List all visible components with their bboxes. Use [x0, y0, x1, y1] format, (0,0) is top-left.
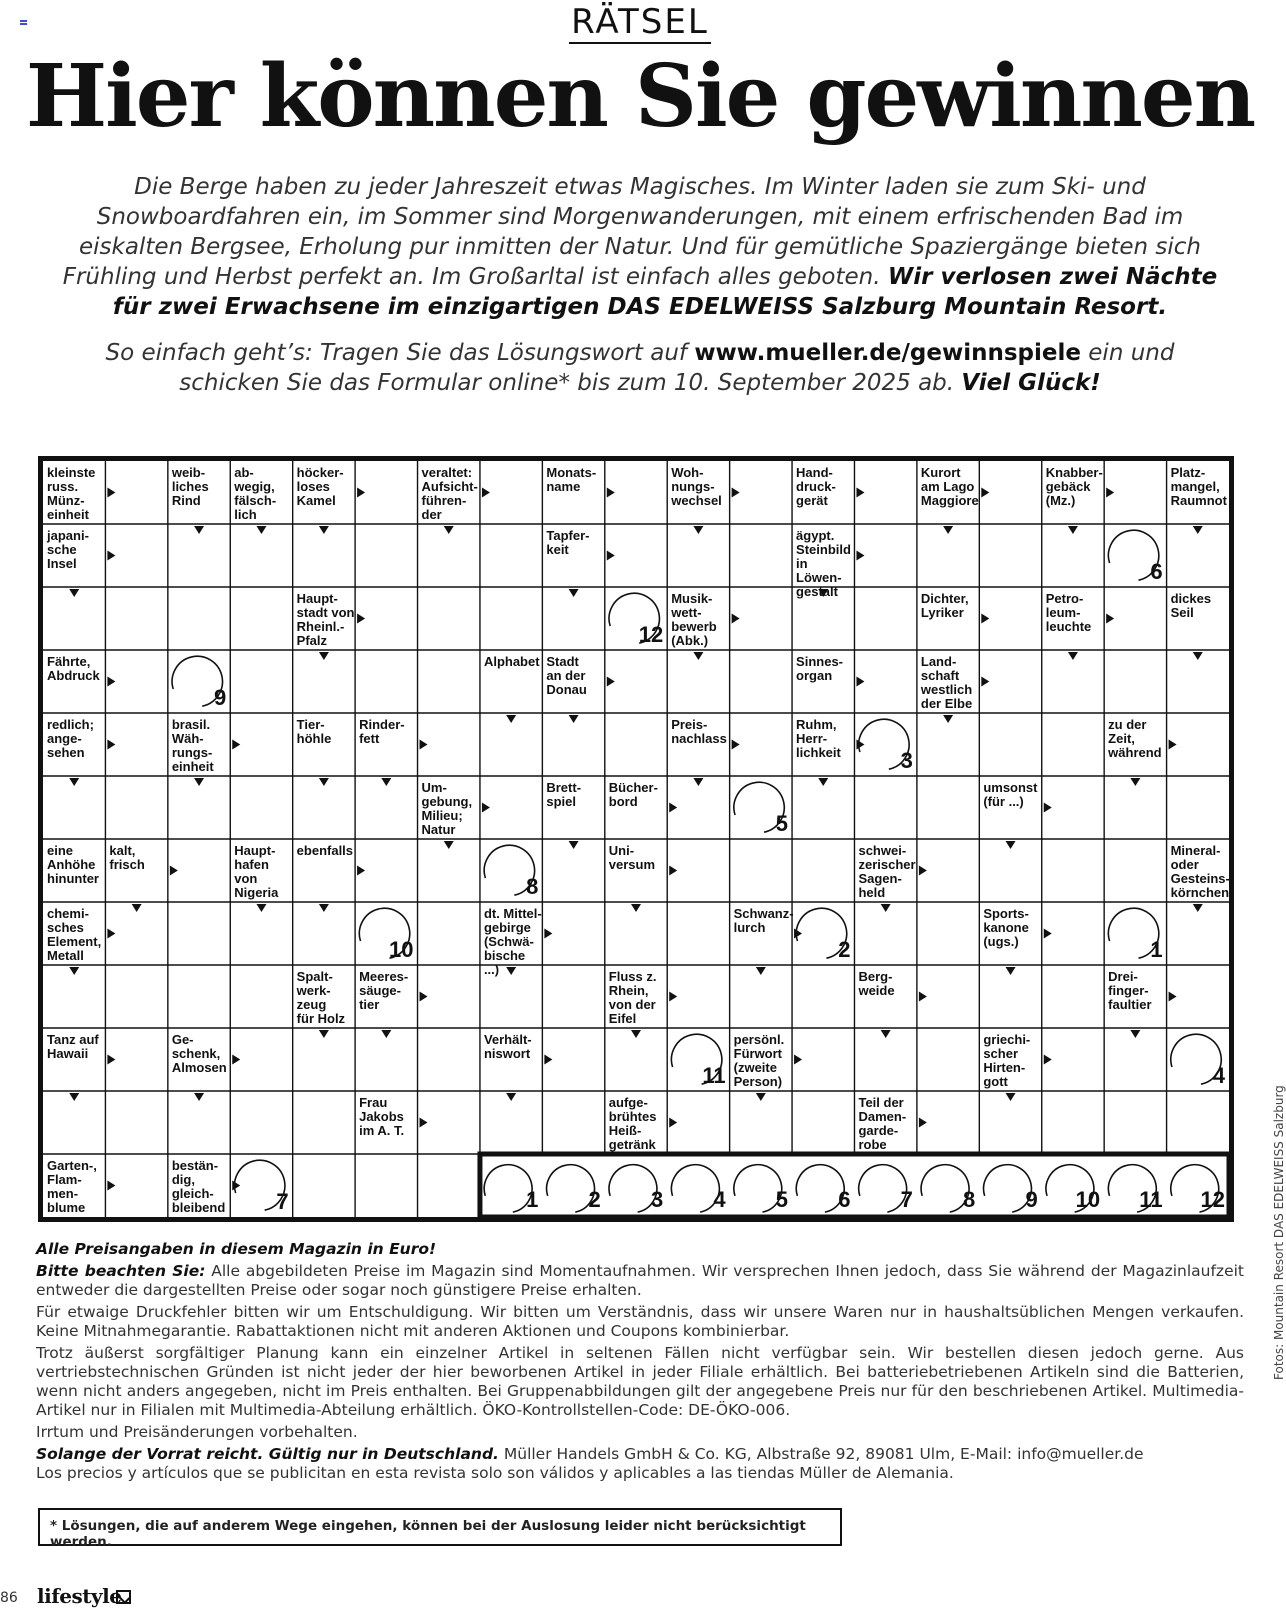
solution-number: 2: [838, 937, 851, 962]
answer-cell[interactable]: [107, 1093, 165, 1152]
answer-cell[interactable]: [794, 589, 852, 648]
clue-cell: Brett- spiel: [546, 780, 582, 809]
legal-euro-note: Alle Preisangaben in diesem Magazin in Euro!: [36, 1240, 437, 1258]
answer-cell[interactable]: [482, 1093, 540, 1152]
clue-cell: Frau Jakobs im A. T.: [359, 1095, 405, 1138]
answer-cell[interactable]: [544, 1093, 602, 1152]
clue-cell: Verhält- niswort: [483, 1032, 532, 1061]
right-arrow: [107, 1181, 115, 1191]
answer-cell[interactable]: [607, 463, 665, 522]
answer-cell[interactable]: [732, 841, 790, 900]
answer-cell[interactable]: [232, 715, 290, 774]
clue-cell: höcker- loses Kamel: [296, 465, 344, 508]
answer-cell[interactable]: [1044, 967, 1102, 1026]
answer-cell[interactable]: [295, 652, 353, 711]
answer-cell[interactable]: [107, 526, 165, 585]
answer-cell[interactable]: [981, 652, 1039, 711]
contest-url[interactable]: www.mueller.de/gewinnspiele: [694, 340, 1081, 366]
clue-cell: Tanz auf Hawaii: [47, 1032, 99, 1061]
answer-cell[interactable]: [107, 589, 165, 648]
solution-number: 8: [526, 874, 539, 899]
answer-cell[interactable]: [357, 652, 415, 711]
clue-cell: umsonst (für ...): [983, 780, 1038, 809]
answer-cell[interactable]: [45, 589, 103, 648]
answer-cell[interactable]: [856, 652, 914, 711]
answer-cell[interactable]: [420, 589, 478, 648]
answer-cell[interactable]: [1169, 715, 1227, 774]
clue-cell: Petro- leum- leuchte: [1045, 591, 1092, 634]
clue-cell: japani- sche Insel: [47, 528, 89, 571]
solution-number: 11: [1139, 1187, 1163, 1212]
answer-cell[interactable]: [981, 526, 1039, 585]
answer-cell[interactable]: [794, 1093, 852, 1152]
answer-cell[interactable]: [607, 715, 665, 774]
good-luck: Viel Glück!: [961, 370, 1101, 396]
howto-part2: ein und schicken Sie das Formular online* bis zum 10. September 2025 ab.: [179, 340, 1175, 396]
answer-cell[interactable]: [981, 463, 1039, 522]
answer-cell[interactable]: [794, 1030, 852, 1089]
answer-cell[interactable]: [732, 652, 790, 711]
clue-cell: ebenfalls: [296, 843, 354, 858]
clue-cell: Woh- nungs- wechsel: [671, 465, 722, 508]
solution-number: 4: [1212, 1063, 1225, 1088]
answer-cell[interactable]: [482, 967, 540, 1026]
answer-cell[interactable]: [420, 967, 478, 1026]
answer-cell[interactable]: [669, 1093, 727, 1152]
clue-cell: griechi- scher Hirten- gott: [983, 1032, 1031, 1089]
clue-cell: brasil. Wäh- rungs- einheit: [171, 717, 214, 774]
answer-cell[interactable]: [1106, 589, 1164, 648]
answer-cell[interactable]: [856, 778, 914, 837]
clue-cell: Meeres- säuge- tier: [359, 969, 409, 1012]
clue-cell: Uni- versum: [608, 843, 656, 872]
solution-number: 1: [1150, 937, 1163, 962]
clue-cell: Haupt- hafen von Nigeria: [234, 843, 279, 900]
footnote-box: * Lösungen, die auf anderem Wege eingehen, können bei der Auslosung leider nicht berücksichtigt werden.: [38, 1508, 842, 1546]
answer-cell[interactable]: [794, 841, 852, 900]
answer-cell[interactable]: [1106, 652, 1164, 711]
clue-cell: bestän- dig, gleich- bleibend: [171, 1158, 226, 1215]
answer-cell[interactable]: [1044, 1030, 1102, 1089]
answer-cell[interactable]: [482, 778, 540, 837]
howto-part1: So einfach geht’s: Tragen Sie das Lösungswort auf: [105, 340, 687, 366]
answer-cell[interactable]: [981, 967, 1039, 1026]
clue-cell: Drei- finger- faultier: [1108, 969, 1152, 1012]
answer-cell[interactable]: [107, 904, 165, 963]
clue-cell: dickes Seil: [1170, 591, 1212, 620]
answer-cell[interactable]: [544, 1030, 602, 1089]
answer-cell[interactable]: [1106, 778, 1164, 837]
answer-cell[interactable]: [170, 589, 228, 648]
solution-number: 3: [900, 748, 913, 773]
answer-cell[interactable]: [544, 841, 602, 900]
answer-cell[interactable]: [1169, 904, 1227, 963]
intro-prize: Wir verlosen zwei Nächte für zwei Erwachsene im einzigartigen DAS EDELWEISS Salzburg Mountain Resort.: [112, 264, 1218, 320]
answer-cell[interactable]: [1169, 1093, 1227, 1152]
answer-cell[interactable]: [1169, 526, 1227, 585]
clue-cell: Rinder- fett: [359, 717, 405, 746]
solution-number: 12: [1200, 1187, 1225, 1212]
answer-cell[interactable]: [981, 841, 1039, 900]
clue-cell: aufge- brühtes Heiß- getränk: [608, 1095, 657, 1152]
answer-cell[interactable]: [420, 715, 478, 774]
clue-cell: Garten-, Flam- men- blume: [47, 1158, 97, 1215]
answer-cell[interactable]: [420, 526, 478, 585]
answer-cell[interactable]: [295, 526, 353, 585]
answer-cell[interactable]: [170, 1093, 228, 1152]
clue-cell: Alphabet: [483, 654, 540, 669]
answer-cell[interactable]: [482, 526, 540, 585]
clue-cell: Stadt an der Donau: [546, 654, 587, 697]
clue-cell: ägypt. Steinbild in Löwen- gestalt: [796, 528, 851, 599]
legal-notes: [36, 1240, 1244, 1486]
answer-cell[interactable]: [981, 589, 1039, 648]
answer-cell[interactable]: [919, 526, 977, 585]
answer-cell[interactable]: [607, 904, 665, 963]
clue-cell: Fährte, Abdruck: [47, 654, 100, 683]
answer-cell[interactable]: [732, 967, 790, 1026]
legal-errors-note: Irrtum und Preisänderungen vorbehalten.: [36, 1423, 358, 1441]
solution-number: 5: [775, 1187, 789, 1212]
clue-cell: veraltet: Aufsicht- führen- der: [421, 465, 478, 522]
answer-cell[interactable]: [544, 715, 602, 774]
answer-cell[interactable]: [420, 1030, 478, 1089]
answer-cell[interactable]: [357, 1030, 415, 1089]
answer-cell[interactable]: [232, 589, 290, 648]
answer-cell[interactable]: [357, 526, 415, 585]
answer-cell[interactable]: [420, 1093, 478, 1152]
answer-cell[interactable]: [732, 1093, 790, 1152]
answer-cell[interactable]: [981, 1093, 1039, 1152]
answer-cell[interactable]: [856, 589, 914, 648]
answer-cell[interactable]: [232, 652, 290, 711]
answer-cell[interactable]: [1044, 715, 1102, 774]
answer-cell[interactable]: [919, 1093, 977, 1152]
answer-cell[interactable]: [357, 463, 415, 522]
howto-text: [60, 338, 1220, 398]
answer-cell[interactable]: [482, 715, 540, 774]
answer-cell[interactable]: [669, 526, 727, 585]
answer-cell[interactable]: [420, 841, 478, 900]
clue-cell: Haupt- stadt von Rheinl.- Pfalz: [296, 591, 355, 648]
solution-number: 9: [1025, 1187, 1038, 1212]
solution-number: 9: [213, 685, 227, 710]
answer-cell[interactable]: [732, 526, 790, 585]
answer-cell[interactable]: [607, 1030, 665, 1089]
photo-credit: Fotos: Mountain Resort DAS EDELWEISS Salzburg: [1272, 1085, 1286, 1380]
answer-cell[interactable]: [295, 1093, 353, 1152]
answer-cell[interactable]: [794, 778, 852, 837]
answer-cell[interactable]: [1169, 652, 1227, 711]
answer-cell[interactable]: [170, 967, 228, 1026]
answer-cell[interactable]: [295, 1030, 353, 1089]
legal-availability-note: Trotz äußerst sorgfältiger Planung kann ein einzelner Artikel in seltenen Fällen nicht verfügbar sein. Wir bestellen diesen jedoch gerne. Aus vertriebstechnischen Gründen ist nicht jeder der hier beworbenen Artikel in jeder Filiale erhältlich. Bei batteriebetriebenen Artikeln sind die Batterien, wenn nicht anders angegeben, nicht im Preis enthalten. Bei Gruppenabbildungen gilt der angegebene Preis nur für den beschriebenen Artikel. Multimedia-Artikel nur in Filialen mit Multimedia-Abteilung erhältlich. ÖKO-Kontrollstellen-Code: DE-ÖKO-006.: [36, 1344, 1244, 1419]
clue-cell: Monats- name: [546, 465, 597, 494]
clue-cell: Platz- mangel, Raumnot: [1170, 465, 1227, 508]
clue-cell: Tapfer- keit: [546, 528, 590, 557]
clue-cell: chemi- sches Element, Metall: [47, 906, 102, 963]
answer-cell[interactable]: [794, 967, 852, 1026]
answer-cell[interactable]: [544, 967, 602, 1026]
legal-note-heading: Bitte beachten Sie:: [36, 1262, 206, 1280]
page-title: Hier können Sie gewinnen: [25, 46, 1255, 147]
clue-cell: Hand- druck- gerät: [796, 465, 836, 508]
clue-cell: Kurort am Lago Maggiore: [920, 465, 979, 508]
answer-cell[interactable]: [919, 1030, 977, 1089]
answer-cell[interactable]: [919, 904, 977, 963]
answer-cell[interactable]: [420, 652, 478, 711]
answer-cell[interactable]: [669, 841, 727, 900]
clue-cell: Musik- wett- bewerb (Abk.): [671, 591, 717, 648]
answer-cell[interactable]: [232, 1093, 290, 1152]
answer-cell[interactable]: [232, 967, 290, 1026]
clue-cell: Spalt- werk- zeug für Holz: [296, 969, 346, 1026]
answer-cell[interactable]: [232, 904, 290, 963]
clue-cell: ab- wegig, fälsch- lich: [234, 465, 277, 522]
solution-number: 1: [526, 1187, 539, 1212]
answer-cell[interactable]: [295, 904, 353, 963]
answer-cell[interactable]: [482, 589, 540, 648]
clue-cell: Bücher- bord: [608, 780, 658, 809]
answer-cell[interactable]: [1044, 904, 1102, 963]
clue-cell: persönl. Fürwort (zweite Person): [733, 1032, 785, 1089]
answer-cell[interactable]: [919, 841, 977, 900]
clue-cell: Mineral- oder Gesteins- körnchen: [1170, 843, 1230, 900]
answer-cell[interactable]: [607, 652, 665, 711]
answer-cell[interactable]: [856, 1030, 914, 1089]
answer-cell[interactable]: [1044, 1093, 1102, 1152]
clue-cell: Sinnes- organ: [796, 654, 844, 683]
solution-number: 7: [276, 1189, 289, 1214]
clue-cell: Um- gebung, Milieu; Natur: [421, 780, 473, 837]
solution-number: 7: [900, 1187, 913, 1212]
answer-cell[interactable]: [107, 463, 165, 522]
clue-cell: Sports- kanone (ugs.): [983, 906, 1029, 949]
clue-cell: schwei- zerischer Sagen- held: [858, 843, 916, 900]
answer-cell[interactable]: [919, 778, 977, 837]
clue-cell: kalt, frisch: [109, 843, 145, 872]
answer-cell[interactable]: [232, 1030, 290, 1089]
answer-cell[interactable]: [1169, 967, 1227, 1026]
clue-cell: Ruhm, Herr- lichkeit: [796, 717, 841, 760]
answer-cell[interactable]: [357, 589, 415, 648]
answer-cell[interactable]: [1169, 778, 1227, 837]
answer-cell[interactable]: [107, 967, 165, 1026]
answer-cell[interactable]: [45, 967, 103, 1026]
clue-cell: eine Anhöhe hinunter: [47, 843, 99, 886]
answer-cell[interactable]: [919, 715, 977, 774]
answer-cell[interactable]: [669, 967, 727, 1026]
answer-cell[interactable]: [1044, 526, 1102, 585]
solution-number: 12: [638, 622, 664, 647]
answer-cell[interactable]: [170, 904, 228, 963]
page-number: 86: [0, 1590, 18, 1606]
clue-cell: Schwanz- lurch: [733, 906, 794, 935]
intro-body: Die Berge haben zu jeder Jahreszeit etwas Magisches. Im Winter laden sie zum Ski- und Snowboardfahren ein, im Sommer sind Morgenwanderungen, mit einem erfrischenden Bad im eiskalten Bergsee, Erholung pur inmitten der Natur. Und für gemütliche Spaziergänge bieten sich Frühling und Herbst perfekt an. Im Großarltal ist einfach alles geboten.: [62, 174, 1201, 290]
answer-cell[interactable]: [420, 904, 478, 963]
answer-cell[interactable]: [856, 526, 914, 585]
answer-cell[interactable]: [856, 463, 914, 522]
solution-number: 3: [650, 1187, 664, 1212]
answer-cell[interactable]: [544, 904, 602, 963]
solution-number: 2: [588, 1187, 601, 1212]
answer-cell[interactable]: [732, 463, 790, 522]
answer-cell[interactable]: [919, 967, 977, 1026]
answer-cell[interactable]: [170, 778, 228, 837]
clue-cell: zu der Zeit, während: [1108, 717, 1162, 760]
answer-cell[interactable]: [107, 1030, 165, 1089]
answer-cell[interactable]: [357, 778, 415, 837]
answer-cell[interactable]: [1044, 652, 1102, 711]
answer-cell[interactable]: [170, 526, 228, 585]
answer-cell[interactable]: [669, 904, 727, 963]
answer-cell[interactable]: [357, 841, 415, 900]
clue-cell: dt. Mittel- gebirge (Schwä- bische ...): [483, 906, 542, 977]
answer-cell[interactable]: [1106, 463, 1164, 522]
intro-text: [60, 172, 1220, 322]
answer-cell[interactable]: [1106, 841, 1164, 900]
answer-cell[interactable]: [732, 589, 790, 648]
clue-cell: Ge- schenk, Almosen: [171, 1032, 227, 1075]
answer-cell[interactable]: [1106, 1030, 1164, 1089]
solution-number: 8: [963, 1187, 976, 1212]
solution-number: 6: [838, 1187, 851, 1212]
legal-spanish-note: Los precios y artículos que se publicitan en esta revista solo son válidos y aplicables a las tiendas Müller de Alemania.: [36, 1464, 954, 1482]
clue-cell: kleinste russ. Münz- einheit: [47, 465, 96, 522]
clue-cell: Tier- höhle: [296, 717, 332, 746]
answer-cell[interactable]: [45, 778, 103, 837]
answer-cell[interactable]: [607, 526, 665, 585]
answer-cell[interactable]: [732, 715, 790, 774]
section-label: RÄTSEL: [571, 2, 709, 42]
answer-cell[interactable]: [1044, 841, 1102, 900]
clue-cell: Fluss z. Rhein, von der Eifel: [608, 969, 657, 1026]
clue-cell: Teil der Damen- garde- robe: [858, 1095, 907, 1152]
crossword-puzzle: [38, 456, 1234, 1222]
clue-cell: redlich; ange- sehen: [47, 717, 94, 760]
answer-cell[interactable]: [1044, 778, 1102, 837]
answer-cell[interactable]: [482, 463, 540, 522]
legal-price-note: Alle abgebildeten Preise im Magazin sind Momentaufnahmen. Wir versprechen Ihnen jedoch, dass Sie während der Magazinlaufzeit entweder die dargestellten Preise oder sogar noch günstigere Preise erhalten.: [36, 1262, 1244, 1299]
answer-cell[interactable]: [544, 589, 602, 648]
answer-cell[interactable]: [45, 1093, 103, 1152]
brand-logo: lifestyle: [37, 1584, 122, 1608]
solution-number: 10: [1075, 1187, 1101, 1212]
solution-number: 4: [713, 1187, 726, 1212]
answer-cell[interactable]: [232, 778, 290, 837]
answer-cell[interactable]: [669, 778, 727, 837]
legal-misprint-note: Für etwaige Druckfehler bitten wir um Entschuldigung. Wir bitten um Verständnis, dass wir unsere Waren nur in haushaltsüblichen Mengen verkaufen. Keine Mitnahmegarantie. Rabattaktionen nicht mit anderen Aktionen und Coupons kombinierbar.: [36, 1303, 1244, 1340]
mail-icon: [116, 1590, 131, 1604]
solution-number: 10: [389, 937, 414, 962]
clue-cell: weib- liches Rind: [171, 465, 209, 508]
answer-cell[interactable]: [107, 778, 165, 837]
clue-cell: Preis- nachlass: [671, 717, 727, 746]
answer-cell[interactable]: [232, 526, 290, 585]
clue-cell: Land- schaft westlich der Elbe: [920, 654, 973, 711]
answer-cell[interactable]: [856, 904, 914, 963]
answer-cell[interactable]: [295, 778, 353, 837]
solution-number: 6: [1150, 559, 1163, 584]
answer-cell[interactable]: [170, 841, 228, 900]
answer-cell[interactable]: [669, 652, 727, 711]
legal-company-info: Müller Handels GmbH & Co. KG, Albstraße 92, 89081 Ulm, E-Mail: info@mueller.de: [503, 1445, 1144, 1463]
legal-validity-note: Solange der Vorrat reicht. Gültig nur in Deutschland.: [36, 1445, 499, 1463]
answer-cell[interactable]: [981, 715, 1039, 774]
solution-number: 5: [775, 811, 789, 836]
solution-number: 11: [702, 1063, 726, 1088]
clue-cell: Knabber- gebäck (Mz.): [1045, 465, 1103, 508]
answer-cell[interactable]: [107, 652, 165, 711]
clue-cell: Berg- weide: [858, 969, 895, 998]
answer-cell[interactable]: [1106, 1093, 1164, 1152]
answer-cell[interactable]: [107, 715, 165, 774]
clue-cell: Dichter, Lyriker: [920, 591, 969, 620]
